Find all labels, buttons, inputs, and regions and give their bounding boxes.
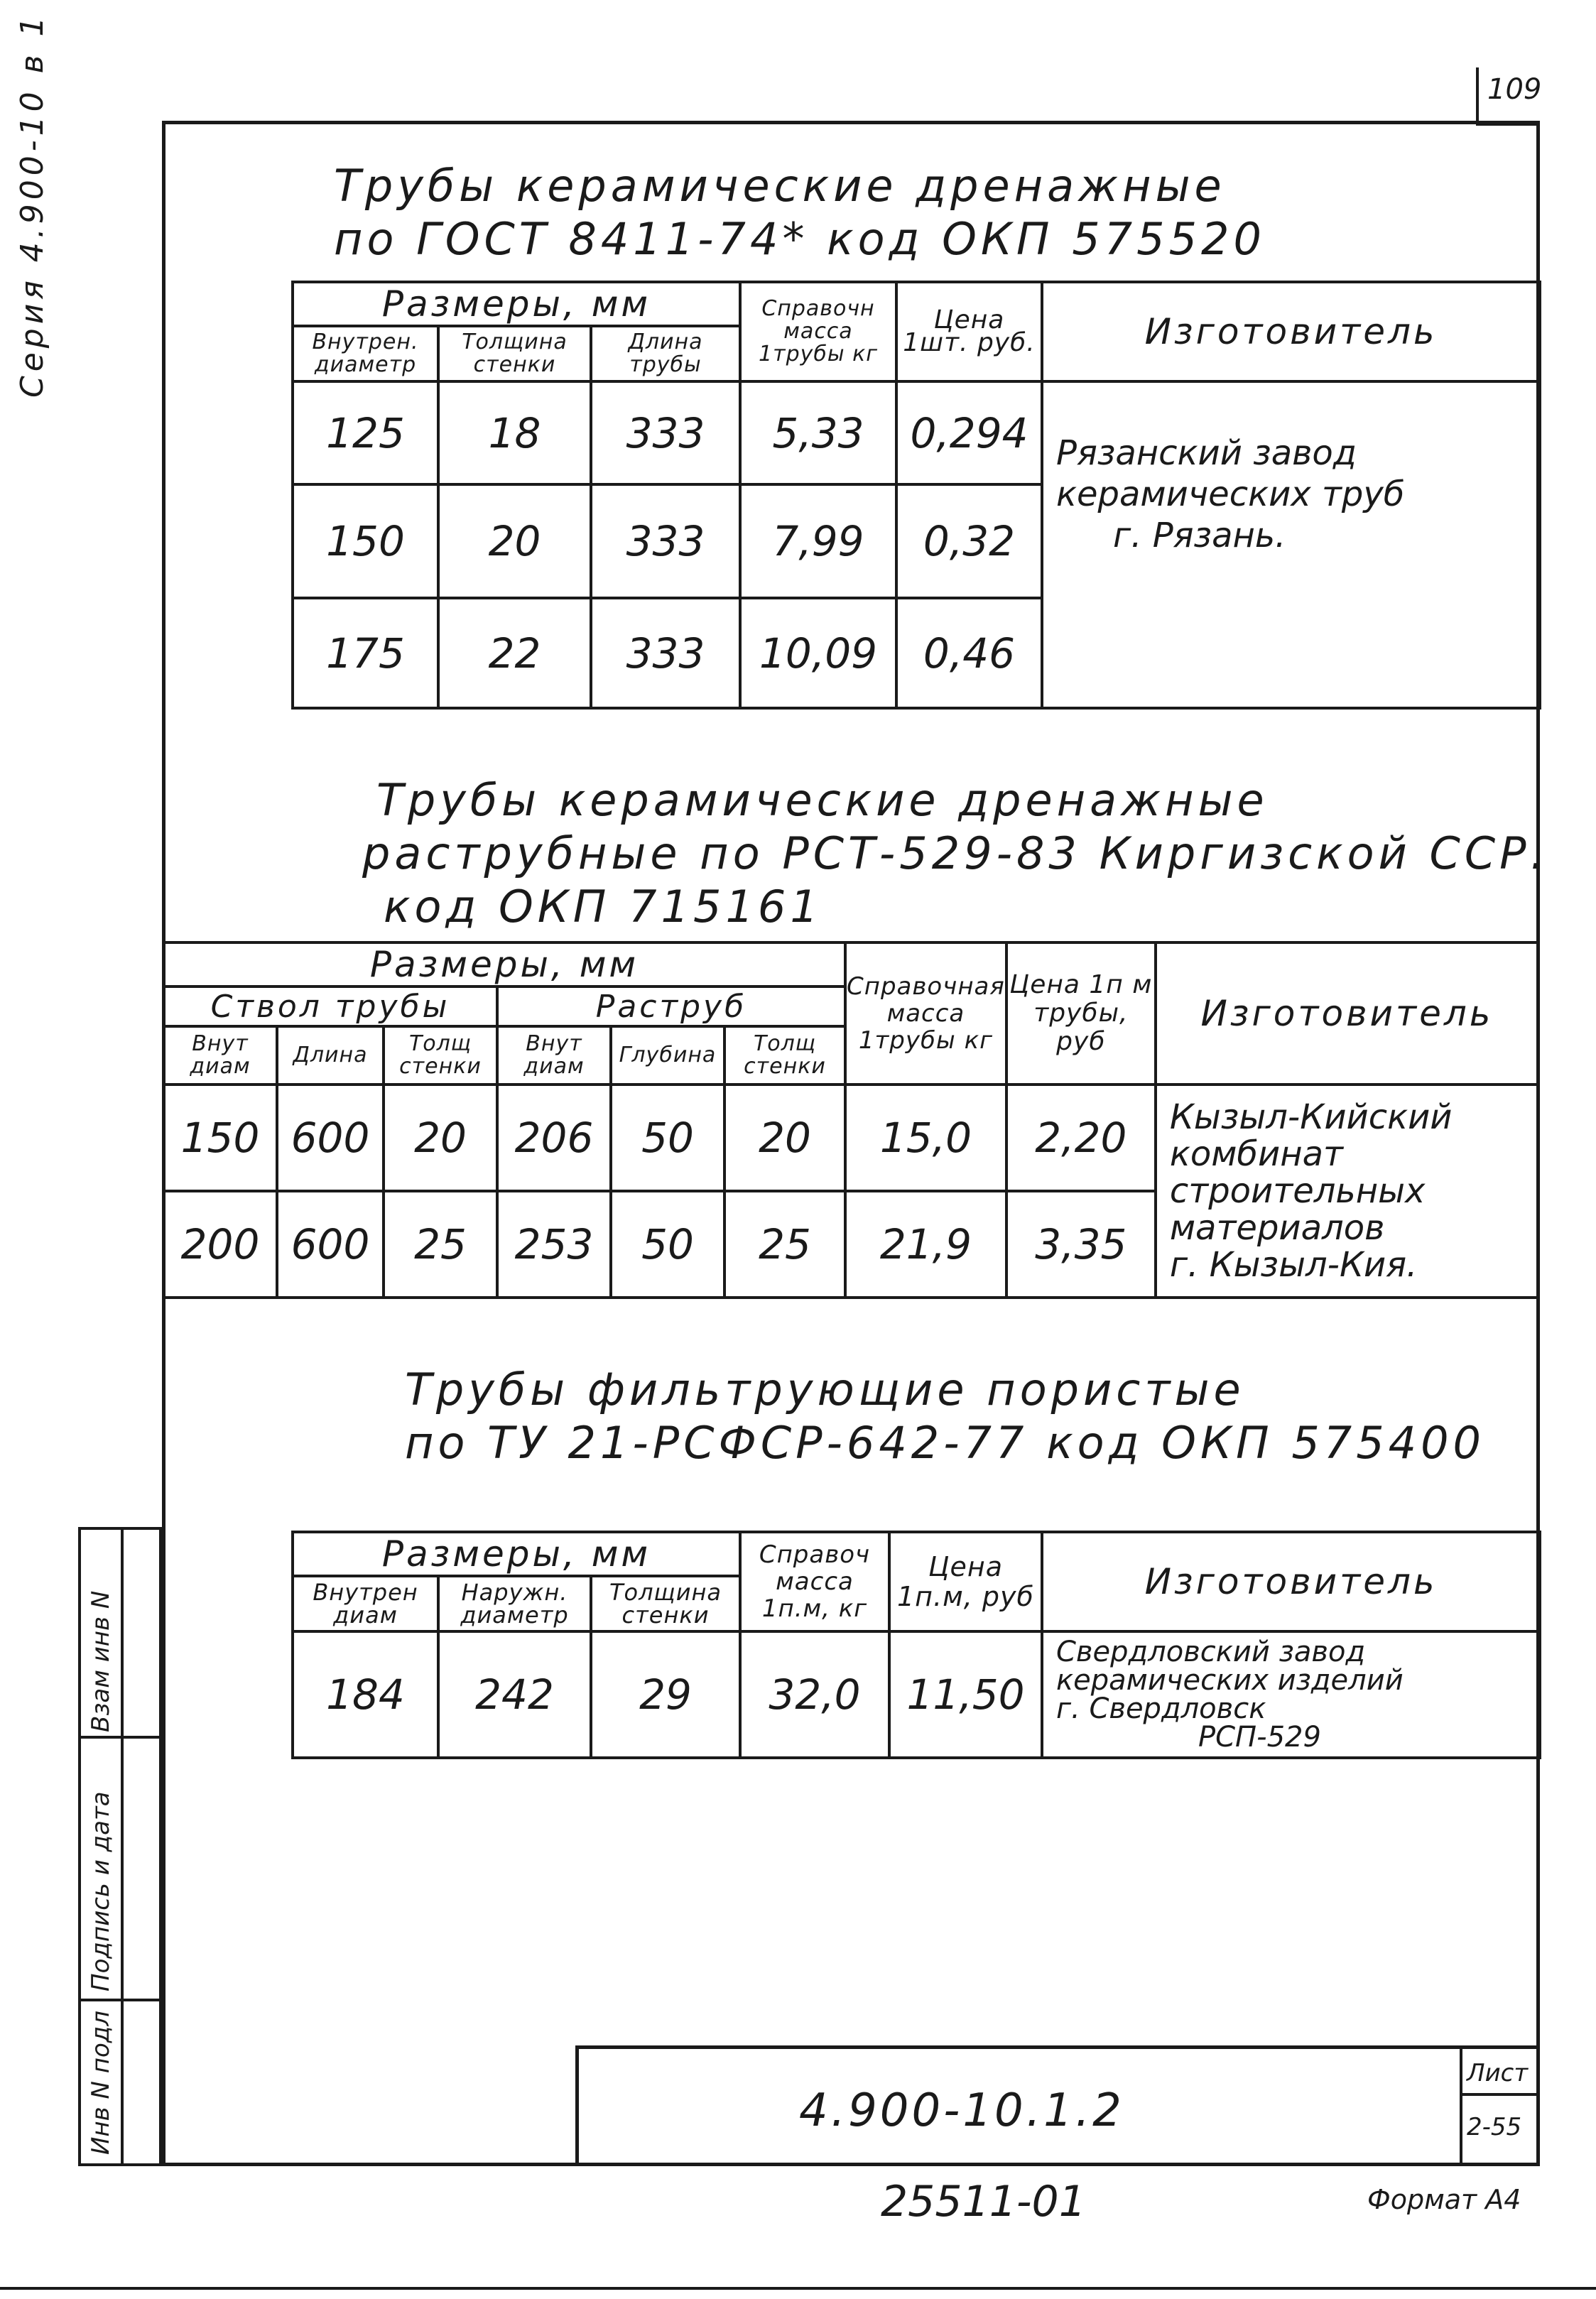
s1-mfr-line1: Рязанский завод — [1056, 433, 1357, 473]
s2-h-socket-inner-diam: Внут диам — [497, 1026, 611, 1085]
s1-r2-d: 175 — [293, 598, 438, 708]
page-number-box — [1476, 67, 1542, 126]
s2-r0-h: 50 — [611, 1085, 724, 1191]
section3-title-line1: Трубы фильтрующие пористые — [405, 1364, 1245, 1415]
s1-r2-l: 333 — [591, 598, 740, 708]
s3-r0-od: 242 — [438, 1631, 591, 1758]
section1-title-line1: Трубы керамические дренажные — [334, 160, 1226, 212]
page-bottom-line — [0, 2287, 1596, 2290]
s2-h-sizes: Размеры, мм — [163, 942, 845, 987]
s1-r1-p: 0,32 — [896, 484, 1042, 598]
section3-title-line2: по ТУ 21-РСФСР-642-77 код ОКП 575400 — [405, 1417, 1485, 1469]
s2-r0-m: 15,0 — [845, 1085, 1006, 1191]
s3-h-outer-diam: Наружн. диаметр — [438, 1576, 591, 1631]
s1-manufacturer — [1042, 381, 1540, 708]
s2-r0-s: 20 — [384, 1085, 497, 1191]
section3-table — [291, 1531, 1541, 1759]
s2-r1-rs: 25 — [724, 1191, 845, 1298]
s2-mfr-line3: строительных — [1169, 1171, 1426, 1211]
s3-h-wall: Толщина стенки — [591, 1576, 740, 1631]
s1-r2-p: 0,46 — [896, 598, 1042, 708]
s2-h-socket: Раструб — [497, 987, 845, 1026]
s3-h-price: Цена 1п.м, руб — [889, 1532, 1042, 1631]
s2-r0-d: 150 — [163, 1085, 277, 1191]
s3-mfr-line2: керамических изделий — [1056, 1664, 1404, 1697]
s2-h-price: Цена 1п м трубы, руб — [1006, 942, 1156, 1085]
s2-r1-d: 200 — [163, 1191, 277, 1298]
s1-r1-d: 150 — [293, 484, 438, 598]
s3-h-sizes: Размеры, мм — [293, 1532, 740, 1576]
s2-r1-l: 600 — [277, 1191, 384, 1298]
s2-r0-rd: 206 — [497, 1085, 611, 1191]
s3-r0-s: 29 — [591, 1631, 740, 1758]
format-label: Формат А4 — [1367, 2184, 1521, 2215]
s1-r1-s: 20 — [438, 484, 591, 598]
section2-title-line2: раструбные по РСТ-529-83 Киргизской ССР. — [362, 827, 1549, 879]
title-block — [575, 2045, 1540, 2166]
s1-h-sizes: Размеры, мм — [293, 282, 740, 326]
s2-r0-p: 2,20 — [1006, 1085, 1156, 1191]
s3-r0-d: 184 — [293, 1631, 438, 1758]
side-stamp — [78, 1527, 162, 2166]
s2-h-mass: Справочная масса 1трубы кг — [845, 942, 1006, 1085]
s3-manufacturer — [1042, 1631, 1540, 1758]
table-row — [293, 381, 1540, 484]
s1-r0-s: 18 — [438, 381, 591, 484]
s3-mfr-line1: Свердловский завод — [1056, 1636, 1366, 1668]
s2-manufacturer — [1156, 1085, 1538, 1298]
s2-r1-h: 50 — [611, 1191, 724, 1298]
s1-r0-d: 125 — [293, 381, 438, 484]
s1-r0-p: 0,294 — [896, 381, 1042, 484]
stamp-replace-inv: Взам инв N — [87, 1590, 115, 1732]
s2-r1-rd: 253 — [497, 1191, 611, 1298]
s2-mfr-line2: комбинат — [1169, 1134, 1343, 1174]
s2-h-barrel: Ствол трубы — [163, 987, 497, 1026]
sheet-number: 2-55 — [1467, 2113, 1522, 2141]
section1-title-line2: по ГОСТ 8411-74* код ОКП 575520 — [334, 213, 1266, 265]
s2-mfr-line4: материалов — [1169, 1208, 1385, 1248]
s3-mfr-line4: РСП-529 — [1198, 1721, 1321, 1754]
s1-r0-l: 333 — [591, 381, 740, 484]
s2-r0-l: 600 — [277, 1085, 384, 1191]
series-label: Серия 4.900-10 в 1 — [14, 12, 50, 398]
s1-h-mass: Справочн масса 1трубы кг — [740, 282, 896, 381]
s2-mfr-line1: Кызыл-Кийский — [1169, 1097, 1453, 1137]
s2-h-manufacturer: Изготовитель — [1156, 942, 1538, 1085]
table-row — [163, 1085, 1538, 1191]
s2-h-wall: Толщ стенки — [384, 1026, 497, 1085]
s2-r1-m: 21,9 — [845, 1191, 1006, 1298]
sheet-label: Лист — [1467, 2059, 1529, 2087]
s3-h-inner-diam: Внутрен диам — [293, 1576, 438, 1631]
s2-mfr-line5: г. Кызыл-Кия. — [1169, 1245, 1418, 1285]
stamp-inv-orig: Инв N подл — [87, 2010, 115, 2155]
archive-number: 25511-01 — [881, 2177, 1086, 2227]
section2-table — [162, 941, 1540, 1299]
s3-h-manufacturer: Изготовитель — [1042, 1532, 1540, 1631]
section2-title-line1: Трубы керамические дренажные — [376, 774, 1269, 826]
s1-mfr-line2: керамических труб — [1056, 474, 1405, 514]
s2-h-length: Длина — [277, 1026, 384, 1085]
s1-r0-m: 5,33 — [740, 381, 896, 484]
s1-h-pipe-length: Длина трубы — [591, 326, 740, 381]
s2-r0-rs: 20 — [724, 1085, 845, 1191]
s1-h-inner-diameter: Внутрен. диаметр — [293, 326, 438, 381]
section2-title-line3: код ОКП 715161 — [384, 881, 823, 933]
page-number: 109 — [1487, 73, 1542, 106]
s1-h-wall-thickness: Толщина стенки — [438, 326, 591, 381]
s1-r1-l: 333 — [591, 484, 740, 598]
s3-r0-p: 11,50 — [889, 1631, 1042, 1758]
s2-r1-p: 3,35 — [1006, 1191, 1156, 1298]
s3-h-mass: Справоч масса 1п.м, кг — [740, 1532, 889, 1631]
s3-r0-m: 32,0 — [740, 1631, 889, 1758]
s2-h-inner-diam: Внут диам — [163, 1026, 277, 1085]
s2-h-depth: Глубина — [611, 1026, 724, 1085]
s1-h-price: Цена 1шт. руб. — [896, 282, 1042, 381]
s1-r2-s: 22 — [438, 598, 591, 708]
s1-mfr-line3: г. Рязань. — [1113, 516, 1286, 555]
s2-r1-s: 25 — [384, 1191, 497, 1298]
stamp-signature-date: Подпись и дата — [87, 1791, 115, 1991]
s2-h-socket-wall: Толщ стенки — [724, 1026, 845, 1085]
doc-code: 4.900-10.1.2 — [799, 2085, 1124, 2137]
s1-r2-m: 10,09 — [740, 598, 896, 708]
s3-mfr-line3: г. Свердловск — [1056, 1692, 1266, 1725]
s1-r1-m: 7,99 — [740, 484, 896, 598]
s1-h-manufacturer: Изготовитель — [1042, 282, 1540, 381]
section1-table — [291, 281, 1541, 710]
table-row — [293, 1631, 1540, 1758]
